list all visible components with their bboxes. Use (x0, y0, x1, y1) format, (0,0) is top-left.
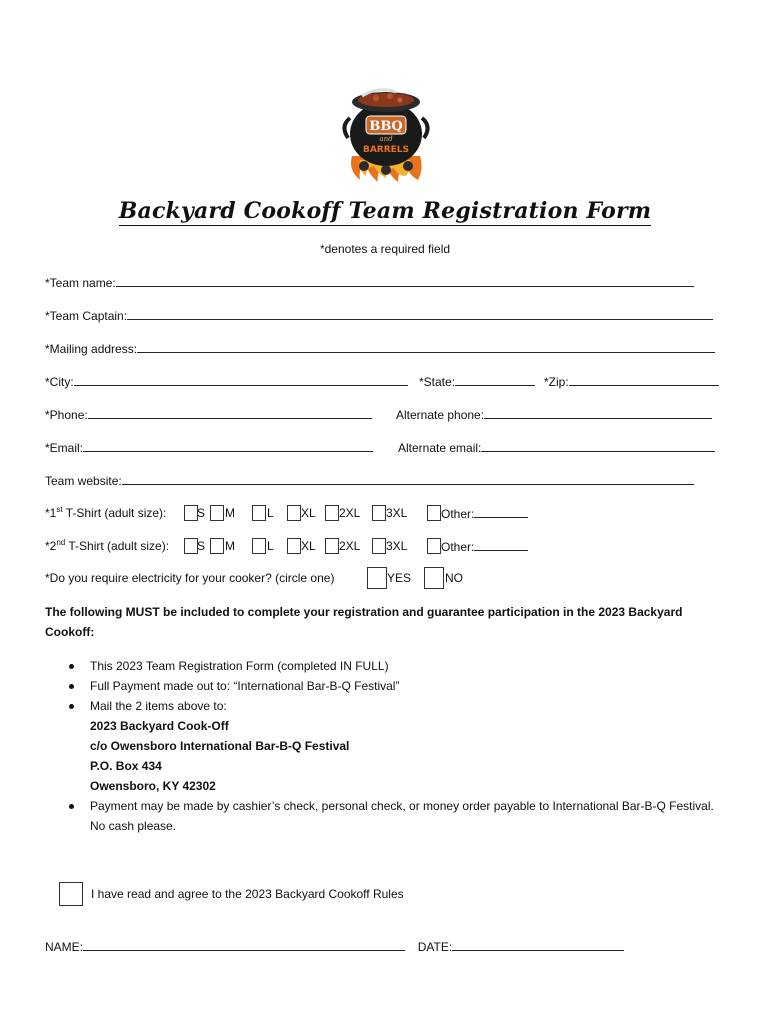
signature-row (45, 938, 624, 955)
logo-barrels-text: BARRELS (362, 145, 410, 155)
first-size-m-checkbox[interactable] (210, 505, 224, 521)
first-size-3xl-checkbox[interactable] (372, 505, 386, 521)
second-size-other-checkbox[interactable] (427, 538, 441, 554)
second-size-xl-label: XL (301, 539, 316, 553)
first-size-xl-checkbox[interactable] (287, 505, 301, 521)
date-label: DATE: (417, 940, 453, 954)
team-website-row (45, 472, 694, 488)
requirements-list (45, 656, 725, 836)
electricity-row (45, 570, 725, 586)
zip-label: *Zip: (544, 375, 569, 389)
list-item-text: Mail the 2 items above to: (90, 699, 227, 713)
team-name-field[interactable] (116, 274, 694, 287)
team-captain-field[interactable] (127, 307, 713, 320)
second-size-3xl-label: 3XL (386, 539, 408, 553)
first-size-other-field[interactable] (474, 505, 528, 518)
first-size-2xl-checkbox[interactable] (325, 505, 339, 521)
second-size-l-checkbox[interactable] (252, 538, 266, 554)
page-title-text: Backyard Cookoff Team Registration Form (118, 198, 652, 224)
electricity-no-label: NO (445, 571, 463, 585)
agree-rules-checkbox[interactable] (59, 882, 83, 906)
second-size-s-label: S (197, 539, 206, 553)
bullet-icon (69, 684, 74, 689)
second-size-2xl-label: 2XL (339, 539, 361, 553)
requirements-notice: The following MUST be included to complete your registration and guarantee participation in the 2023 Backyard Cookoff: (45, 605, 683, 639)
team-captain-row (45, 307, 713, 323)
second-size-other-label: Other: (441, 540, 475, 554)
first-size-3xl-label: 3XL (386, 506, 408, 520)
team-name-label: *Team name: (45, 276, 116, 290)
first-tshirt-label: T-Shirt (adult size): (62, 506, 167, 520)
second-tshirt-sup: nd (56, 538, 66, 547)
agree-rules-label: I have read and agree to the 2023 Backyard Cookoff Rules (91, 887, 404, 901)
phone-field[interactable] (88, 406, 372, 419)
team-captain-label: *Team Captain: (45, 309, 128, 323)
alt-phone-label: Alternate phone: (396, 408, 485, 422)
list-item (45, 656, 725, 676)
first-tshirt-sup: st (56, 505, 63, 514)
first-size-xl-label: XL (301, 506, 316, 520)
mailing-address-line: 2023 Backyard Cook-Off (90, 719, 229, 733)
list-item-text: Payment may be made by cashier’s check, personal check, or money order payable to International Bar-B-Q Festival. No cash please. (90, 799, 714, 833)
alt-email-label: Alternate email: (398, 441, 482, 455)
electricity-question: *Do you require electricity for your cooker? (circle one) (45, 571, 335, 585)
state-field[interactable] (455, 373, 535, 386)
list-item (45, 796, 725, 836)
list-item (45, 696, 725, 796)
email-label: *Email: (45, 441, 84, 455)
second-size-3xl-checkbox[interactable] (372, 538, 386, 554)
bullet-icon (69, 804, 74, 809)
email-field[interactable] (83, 439, 373, 452)
bullet-icon (69, 664, 74, 669)
first-tshirt-prefix: *1 (45, 506, 57, 520)
phone-label: *Phone: (45, 408, 88, 422)
state-label: *State: (419, 375, 456, 389)
list-item-text: Full Payment made out to: “International Bar-B-Q Festival” (90, 679, 400, 693)
team-name-row (45, 274, 694, 290)
second-size-xl-checkbox[interactable] (287, 538, 301, 554)
mailing-address-line: c/o Owensboro International Bar-B-Q Festival (90, 739, 350, 753)
mailing-address-field[interactable] (137, 340, 715, 353)
logo-bbq-text: BBQ (369, 119, 403, 134)
email-row (45, 439, 725, 455)
second-size-s-checkbox[interactable] (184, 538, 198, 554)
team-website-field[interactable] (122, 472, 694, 485)
second-size-other-field[interactable] (474, 538, 528, 551)
first-tshirt-row (45, 505, 725, 521)
bbq-and-barrels-logo (338, 78, 434, 186)
city-label: *City: (45, 375, 74, 389)
first-size-m-label: M (225, 506, 235, 520)
alt-email-field[interactable] (481, 439, 715, 452)
first-size-other-label: Other: (441, 507, 475, 521)
first-size-l-checkbox[interactable] (252, 505, 266, 521)
city-field[interactable] (74, 373, 408, 386)
mailing-address-line: Owensboro, KY 42302 (90, 779, 216, 793)
first-size-s-checkbox[interactable] (184, 505, 198, 521)
second-tshirt-prefix: *2 (45, 539, 57, 553)
list-item (45, 676, 725, 696)
mailing-address-label: *Mailing address: (45, 342, 138, 356)
second-size-m-checkbox[interactable] (210, 538, 224, 554)
alt-phone-field[interactable] (484, 406, 712, 419)
mailing-address-row (45, 340, 715, 356)
second-tshirt-row (45, 538, 725, 554)
city-state-zip-row (45, 373, 725, 389)
first-size-l-label: L (267, 506, 274, 520)
electricity-yes-checkbox[interactable] (367, 567, 387, 589)
date-field[interactable] (452, 938, 624, 951)
name-label: NAME: (45, 940, 84, 954)
first-size-other-checkbox[interactable] (427, 505, 441, 521)
team-website-label: Team website: (45, 474, 122, 488)
second-tshirt-label: T-Shirt (adult size): (65, 539, 170, 553)
first-size-2xl-label: 2XL (339, 506, 361, 520)
zip-field[interactable] (569, 373, 719, 386)
bullet-icon (69, 704, 74, 709)
list-item-text: This 2023 Team Registration Form (completed IN FULL) (90, 659, 389, 673)
second-size-l-label: L (267, 539, 274, 553)
logo-and-text: and (379, 135, 393, 143)
required-field-note: *denotes a required field (319, 242, 451, 256)
electricity-yes-label: YES (387, 571, 412, 585)
second-size-2xl-checkbox[interactable] (325, 538, 339, 554)
page-title (0, 198, 770, 224)
name-field[interactable] (83, 938, 405, 951)
phone-row (45, 406, 725, 422)
electricity-no-checkbox[interactable] (424, 567, 444, 589)
first-size-s-label: S (197, 506, 206, 520)
mailing-address-line: P.O. Box 434 (90, 759, 162, 773)
second-size-m-label: M (225, 539, 235, 553)
